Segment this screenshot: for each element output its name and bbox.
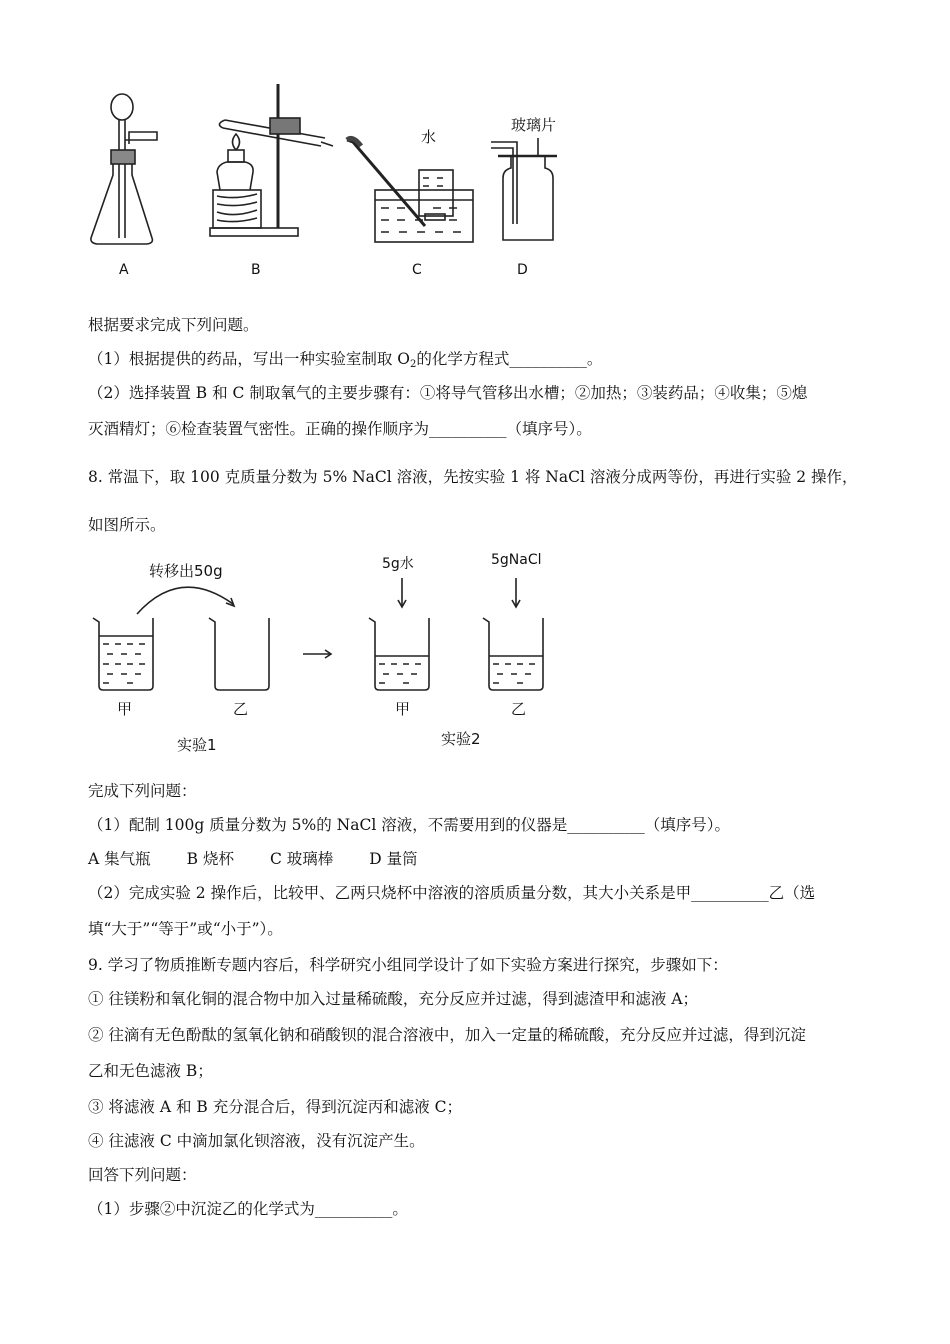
apparatus-label-c: C — [412, 262, 422, 278]
water-label: 水 — [421, 128, 437, 146]
beaker-jia-exp1 — [93, 618, 153, 690]
add-nacl-label: 5gNaCl — [491, 552, 542, 568]
q8-part1: （1）配制 100g 质量分数为 5%的 NaCl 溶液，不需要用到的仪器是__________（填序号）。 — [88, 816, 730, 834]
q8-part2-line1: （2）完成实验 2 操作后，比较甲、乙两只烧杯中溶液的溶质质量分数，其大小关系是甲__________乙（选 — [88, 884, 816, 902]
beaker-yi-label-1: 乙 — [233, 700, 249, 718]
beaker-jia-exp2 — [369, 578, 429, 690]
beaker-yi-exp2 — [483, 578, 543, 690]
q8-options — [88, 848, 418, 870]
q8-option-a: A 集气瓶 — [88, 850, 151, 868]
beaker-yi-label-2: 乙 — [511, 700, 527, 718]
q9-part1: （1）步骤②中沉淀乙的化学式为__________。 — [88, 1200, 408, 1218]
q8-part2-line2: 填“大于”“等于”或“小于”）。 — [88, 920, 283, 938]
apparatus-c-trough — [347, 138, 473, 242]
apparatus-a-flask — [91, 94, 157, 244]
q8-option-c: C 玻璃棒 — [269, 850, 334, 868]
q8-intro: 完成下列问题： — [88, 782, 197, 800]
q7-part1-before: （1）根据提供的药品，写出一种实验室制取 O — [88, 350, 410, 368]
apparatus-label-d: D — [517, 262, 528, 278]
apparatus-d-gas-jar — [491, 138, 557, 240]
beaker-jia-label-2: 甲 — [395, 700, 411, 718]
q7-part1 — [88, 348, 602, 376]
q7-part2-line2: 灭酒精灯；⑥检查装置气密性。正确的操作顺序为__________（填序号）。 — [88, 420, 592, 438]
experiment-2-label: 实验2 — [441, 730, 481, 748]
q8-option-b: B 烧杯 — [186, 850, 234, 868]
q9-step4: ④ 往滤液 C 中滴加氯化钡溶液，没有沉淀产生。 — [88, 1132, 425, 1150]
q9-step1: ① 往镁粉和氧化铜的混合物中加入过量稀硫酸，充分反应并过滤，得到滤渣甲和滤液 A； — [88, 990, 699, 1008]
q8-stem-line1: 8. 常温下，取 100 克质量分数为 5% NaCl 溶液，先按实验 1 将 NaCl 溶液分成两等份，再进行实验 2 操作， — [88, 468, 858, 486]
apparatus-label-a: A — [119, 262, 129, 278]
glass-plate-label: 玻璃片 — [511, 116, 557, 134]
q9-step3: ③ 将滤液 A 和 B 充分混合后，得到沉淀丙和滤液 C； — [88, 1098, 463, 1116]
q8-option-d: D 量筒 — [369, 850, 418, 868]
add-water-label: 5g水 — [382, 556, 414, 572]
beaker-jia-label-1: 甲 — [117, 700, 133, 718]
q7-part2-line1: （2）选择装置 B 和 C 制取氧气的主要步骤有：①将导气管移出水槽；②加热；③装药品；④收集；⑤熄 — [88, 384, 808, 402]
beaker-experiment-figure — [85, 548, 575, 758]
apparatus-label-b: B — [251, 262, 261, 278]
beaker-yi-exp1 — [209, 618, 269, 690]
q9-step2-line2: 乙和无色滤液 B； — [88, 1062, 213, 1080]
q7-part1-subscript: 2 — [410, 359, 417, 370]
q7-part1-after: 的化学方程式__________。 — [416, 350, 603, 368]
q9-stem: 9. 学习了物质推断专题内容后，科学研究小组同学设计了如下实验方案进行探究，步骤如下： — [88, 956, 728, 974]
apparatus-figure — [85, 80, 585, 290]
experiment-1-label: 实验1 — [177, 736, 217, 754]
q7-intro: 根据要求完成下列问题。 — [88, 316, 259, 334]
transfer-label: 转移出50g — [149, 562, 223, 580]
transfer-arrow — [137, 587, 233, 614]
apparatus-b-heating — [210, 84, 333, 236]
q9-step2-line1: ② 往滴有无色酚酞的氢氧化钠和硝酸钡的混合溶液中，加入一定量的稀硫酸，充分反应并过滤，得到沉淀 — [88, 1026, 806, 1044]
q8-stem-line2: 如图所示。 — [88, 516, 166, 534]
q9-intro: 回答下列问题： — [88, 1166, 197, 1184]
